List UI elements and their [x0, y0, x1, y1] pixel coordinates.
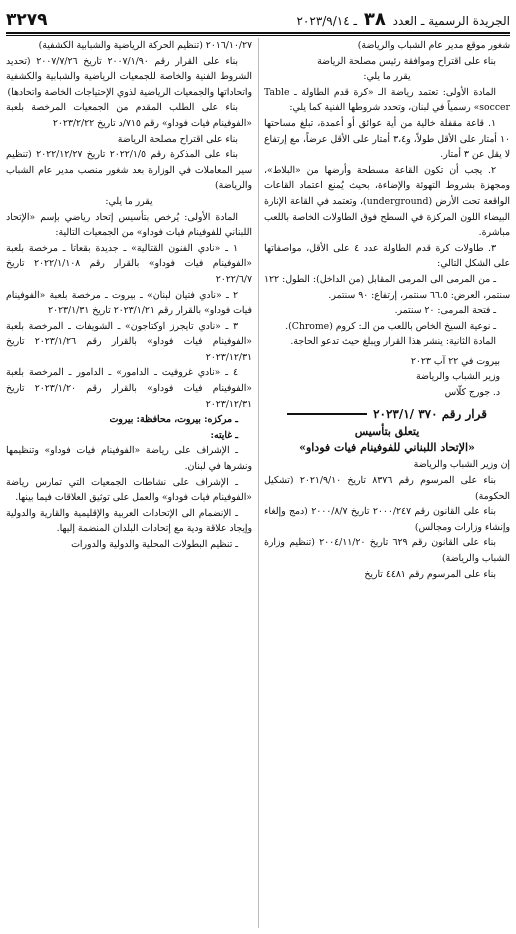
spec-item: ـ نوعية السيخ الخاص باللعب من الـ: كروم (Chrome).: [285, 320, 496, 332]
spec-item: ـ من المرمى الى المرمى المقابل (من الداخل): الطول: ١٢٢ سنتمر، العرض: ٦٦.٥ سنتمر، إرتفاع: ٩٠ سنتمر.: [264, 273, 510, 301]
article-2: المادة الثانية: ينشر هذا القرار ويبلغ حيث تدعو الحاجة.: [290, 336, 496, 348]
issue-number: ٣٨: [363, 9, 386, 30]
decree-subject: «الإتحاد اللبناني للفوفينام فيات فوداو»: [299, 440, 475, 454]
club-item: ١ ـ «نادي الفنون القتالية» ـ جديدة بقعاتا ـ مرخصة بلعبة «الفوفينام فيات فوداو» بالقرار رقم ٢٠٢٢/١/١٠٨ تاريخ ٢٠٢٢/٦/٧: [6, 242, 252, 285]
spec-item: ـ فتحة المرمى: ٢٠ سنتمر.: [394, 305, 496, 317]
condition-item: ٣. طاولات كرة قدم الطاولة عدد ٤ على الأقل، مواصفاتها على الشكل التالي:: [264, 242, 510, 270]
club-item: ٤ ـ «نادي غروفيت ـ الدامور» ـ الدامور ـ المرخصة بلعبة «الفوفينام فيات فوداو» بالقرار رقم ٢٠٢٣/١/٢٠ تاريخ ٢٠٢٣/١٢/٣١: [6, 367, 252, 410]
preamble-line: بناء على المذكرة رقم ٢٠٢٢/١/٥ تاريخ ٢٠٢٢/١٢/٢٧ (تنظيم سير المعاملات في الوزارة بعد شغور منصب مدير عام الشباب والرياضة): [6, 149, 252, 192]
decree-subtitle: يتعلق بتأسيس: [354, 425, 420, 439]
signature-name: د. جورج كلّاس: [444, 387, 500, 399]
header-rule-thin: [6, 35, 510, 36]
decree-title: قرار رقم ٣٧٠ /٢٠٢٣/١: [373, 406, 487, 421]
journal-name: الجريدة الرسمية ـ العدد: [392, 14, 510, 28]
header-rule: [6, 32, 510, 34]
preamble-line: بناء على المرسوم رقم ٨٣٧٦ تاريخ ٢٠٢١/٩/١٠ (تشكيل الحكومة): [264, 475, 510, 502]
goal-item: ـ تنظيم البطولات المحلية والدولية والدورات: [71, 539, 238, 550]
headquarters: ـ مركزه: بيروت، محافظة: بيروت: [109, 414, 238, 426]
signature-block: [264, 354, 510, 401]
signature-title: وزير الشباب والرياضة: [415, 371, 500, 383]
goal-item: ـ الإنضمام الى الإتحادات العربية والإقليمية والقارية والدولية وإيجاد علاقة ودية مع إتحادات البلدان المنضمة إليها.: [6, 507, 252, 535]
condition-item: ١. قاعة مقفلة خالية من أية عوائق أو أعمدة، تبلغ مساحتها ١٠ أمتار على الأقل طولاً، و٣،٤ أمتار على الأقل عرضاً، مع إرتفاع لا يقل عن ٣ أمتار.: [264, 117, 510, 161]
page-header: [6, 4, 510, 30]
decree-title-row: [264, 407, 510, 423]
intro-line: شغور موقع مدير عام الشباب والرياضة): [357, 40, 510, 51]
goal-heading: ـ غايته:: [210, 429, 238, 441]
preamble-line: بناء على الطلب المقدم من الجمعيات المرخصة بلعبة «الفوفينام فيات فوداو» رقم ٧١٥/د تاريخ ٢٠٢٣/٢/٢٢: [6, 102, 252, 129]
preamble-line: بناء على اقتراح مصلحة الرياضة: [117, 133, 238, 145]
decides-line: يقرر ما يلي:: [363, 71, 411, 83]
preamble-line: ٢٠١٦/١٠/٢٧ (تنظيم الحركة الرياضية والشبابية الكشفية): [38, 40, 252, 51]
goal-item: ـ الإشراف على رياضة «الفوفينام فيات فوداو» وتنظيمها ونشرها في لبنان.: [6, 445, 252, 473]
signature-date: بيروت في ٢٢ آب ٢٠٢٣: [410, 355, 500, 367]
column-divider: [258, 38, 259, 928]
preamble-line: بناء على القرار رقم ٢٠٠٧/١/٩٠ تاريخ ٢٠٠٧/٧/٢٦ (تحديد الشروط الفنية والخاصة للجمعيات الرياضية والشبابية والكشفية واتحاداتها والجمعيات الرياضية لذوي الإحتياجات الخاصة واتحادها): [6, 55, 252, 98]
preamble-line: بناء على المرسوم رقم ٤٤٨١ تاريخ: [364, 568, 496, 580]
page-number: ٣٢٧٩: [6, 10, 48, 30]
intro-line: بناء على اقتراح وموافقة رئيس مصلحة الرياضة: [317, 55, 496, 67]
preamble-line: بناء على القانون رقم ٢٠٠٠/٢٤٧ تاريخ ٢٠٠٠/٨/٧ (دمج وإلغاء وإنشاء وزارات ومجالس): [264, 506, 510, 533]
journal-header: [296, 9, 510, 30]
preamble-line: بناء على القانون رقم ٦٢٩ تاريخ ٢٠٠٤/١١/٢٠ (تنظيم وزارة الشباب والرياضة): [264, 537, 510, 564]
condition-item: ٢. يجب أن تكون القاعة مسطحة وأرضها من «البلاط»، ومجهزة بشروط التهوئة والإضاءة، بحيث يُمنع اعتماد القاعات الواقعة تحت الأرض (underground)، وتعتمد في القاعة الإنارة البيضاء اللون المركزة في السطح فوق الطاولات الخاصة باللعب مباشرة.: [264, 164, 510, 239]
decree-rule: [287, 413, 367, 415]
preamble-line: إن وزير الشباب والرياضة: [413, 459, 510, 471]
decides-line: يقرر ما يلي:: [105, 195, 153, 207]
goal-item: ـ الإشراف على نشاطات الجمعيات التي تمارس رياضة «الفوفينام فيات فوداو» والعمل على توثيق العلاقات فيما بينها.: [6, 476, 252, 504]
left-column: [6, 38, 252, 928]
article-1: المادة الأولى: تعتمد رياضة الـ «كرة قدم الطاولة ـ Table soccer» رسمياً في لبنان، وتحدد شروطها الفنية كما يلي:: [264, 86, 510, 114]
club-item: ٢ ـ «نادي فتيان لبنان» ـ بيروت ـ مرخصة بلعبة «الفوفينام فيات فوداو» بالقرار رقم ٢٠٢٣/١/٢١ تاريخ ٢٠٢٣/١/٣١: [6, 289, 252, 317]
article-1: المادة الأولى: يُرخص بتأسيس إتحاد رياضي بإسم «الإتحاد اللبناني للفوفينام فيات فوداو» من الجمعيات التالية:: [6, 211, 252, 239]
club-item: ٣ ـ «نادي تايجرز اوكتاجون» ـ الشويفات ـ المرخصة بلعبة «الفوفينام فيات فوداو» بالقرار رقم ٢٠٢٣/١/٢٦ تاريخ ٢٠٢٣/١٢/٣١: [6, 320, 252, 363]
decree-heading: [264, 407, 510, 456]
issue-date: ـ ٢٠٢٣/٩/١٤: [296, 14, 358, 28]
right-column: [264, 38, 510, 928]
